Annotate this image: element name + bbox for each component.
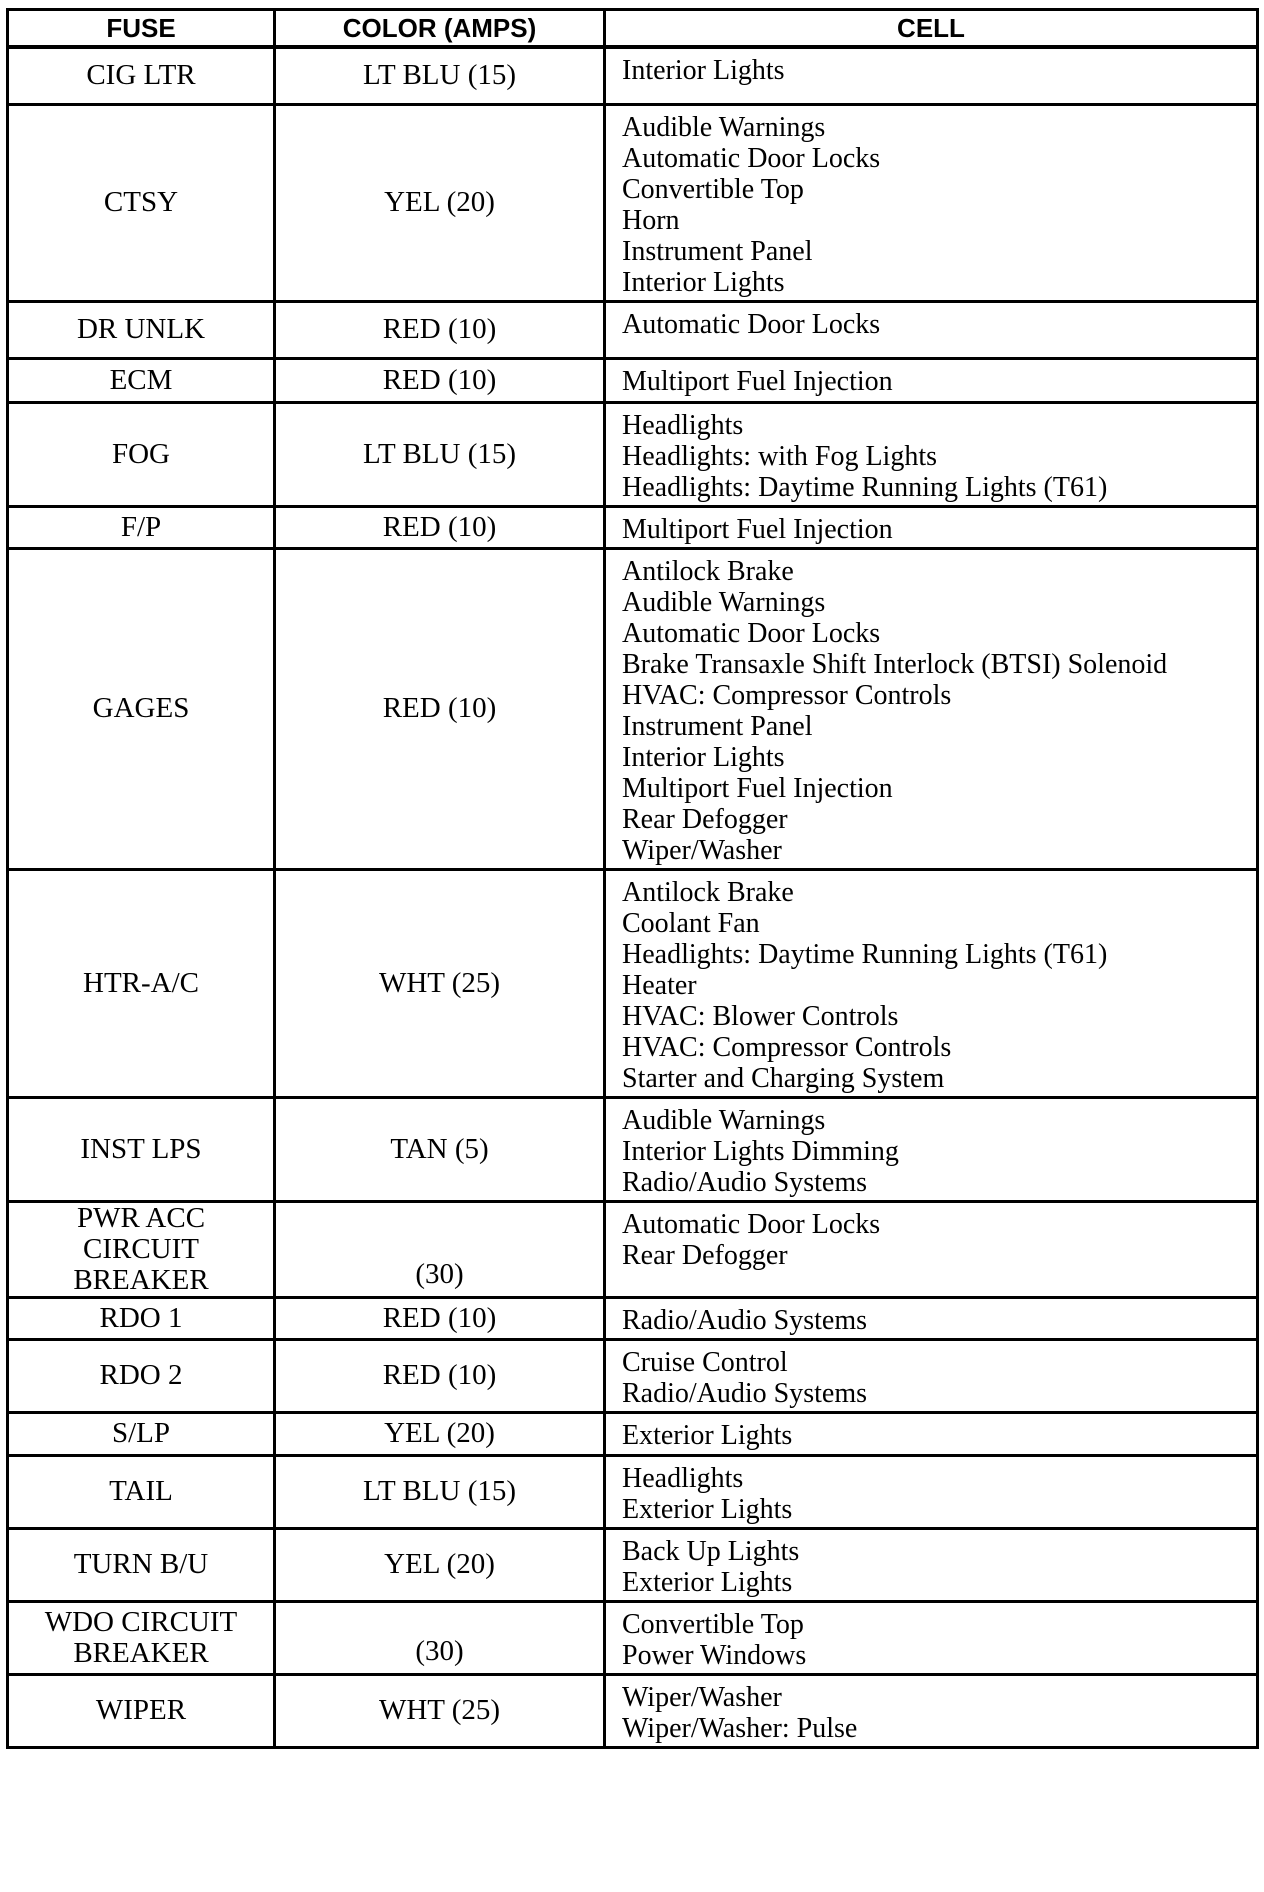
- color-amps-cell: WHT (25): [275, 1674, 605, 1747]
- circuit-item: Headlights: [622, 1462, 744, 1494]
- fuse-name-line: TURN B/U: [73, 1548, 209, 1580]
- circuit-item: Power Windows: [622, 1639, 807, 1671]
- circuit-item: Exterior Lights: [622, 1493, 793, 1525]
- circuit-item: Audible Warnings: [622, 586, 826, 618]
- fuse-name-line: CIRCUIT: [83, 1232, 199, 1265]
- table-row: [8, 301, 1258, 358]
- circuit-item: Rear Defogger: [622, 803, 788, 835]
- table-row: [8, 1455, 1258, 1528]
- fuse-name-cell: [8, 402, 275, 506]
- circuit-item: Instrument Panel: [622, 710, 813, 742]
- circuit-list-cell: [605, 1097, 1258, 1201]
- circuit-item: Automatic Door Locks: [622, 1208, 881, 1240]
- circuit-item: HVAC: Compressor Controls: [622, 1031, 952, 1063]
- color-amps-cell: RED (10): [275, 1339, 605, 1412]
- color-amps-cell: LT BLU (15): [275, 1455, 605, 1528]
- table-row: [8, 506, 1258, 548]
- circuit-item: Headlights: with Fog Lights: [622, 440, 937, 472]
- fuse-name-line: WIPER: [95, 1694, 187, 1726]
- fuse-name-cell: [8, 548, 275, 869]
- circuit-item: Brake Transaxle Shift Interlock (BTSI) Solenoid: [622, 648, 1168, 680]
- circuit-item: Interior Lights: [622, 55, 785, 86]
- color-amps-cell: RED (10): [275, 301, 605, 358]
- circuit-list-cell: [605, 358, 1258, 402]
- table-row: [8, 869, 1258, 1097]
- fuse-name-line: RDO 2: [99, 1359, 183, 1391]
- circuit-item: Interior Lights: [622, 741, 785, 773]
- color-amps-cell: YEL (20): [275, 1528, 605, 1601]
- color-amps-cell: LT BLU (15): [275, 402, 605, 506]
- circuit-item: Coolant Fan: [622, 907, 760, 939]
- circuit-item: Radio/Audio Systems: [622, 1166, 868, 1198]
- fuse-name-cell: [8, 358, 275, 402]
- circuit-item: Starter and Charging System: [622, 1062, 945, 1094]
- fuse-name-cell: [8, 104, 275, 301]
- table-row: [8, 1601, 1258, 1674]
- header-row: [8, 10, 1258, 48]
- circuit-item: Headlights: [622, 409, 744, 441]
- circuit-item: Wiper/Washer: [622, 1681, 782, 1713]
- fuse-name-line: S/LP: [111, 1417, 171, 1449]
- circuit-list-cell: [605, 104, 1258, 301]
- circuit-item: Automatic Door Locks: [622, 308, 881, 340]
- circuit-item: Automatic Door Locks: [622, 142, 881, 174]
- circuit-item: Cruise Control: [622, 1346, 788, 1378]
- circuit-list-cell: [605, 506, 1258, 548]
- fuse-name-cell: [8, 869, 275, 1097]
- color-amps-cell: RED (10): [275, 548, 605, 869]
- fuse-name-line: GAGES: [92, 692, 190, 724]
- circuit-list-cell: [605, 402, 1258, 506]
- circuit-list-cell: [605, 548, 1258, 869]
- fuse-table: [6, 8, 1259, 1749]
- circuit-list-cell: [605, 1339, 1258, 1412]
- fuse-name-cell: [8, 506, 275, 548]
- table-body: [8, 47, 1258, 1747]
- table-row: [8, 1674, 1258, 1747]
- circuit-item: Interior Lights: [622, 266, 785, 298]
- circuit-item: Radio/Audio Systems: [622, 1304, 868, 1336]
- color-amps-cell: RED (10): [275, 358, 605, 402]
- circuit-list-cell: [605, 1455, 1258, 1528]
- fuse-name-cell: [8, 1455, 275, 1528]
- fuse-name-cell: [8, 1601, 275, 1674]
- circuit-item: Instrument Panel: [622, 235, 813, 267]
- color-amps-cell: YEL (20): [275, 104, 605, 301]
- circuit-list-cell: [605, 869, 1258, 1097]
- fuse-name-cell: [8, 1674, 275, 1747]
- fuse-name-line: BREAKER: [73, 1636, 209, 1669]
- fuse-name-cell: [8, 1412, 275, 1455]
- table-row: [8, 402, 1258, 506]
- fuse-column-header: FUSE: [8, 10, 275, 48]
- circuit-item: HVAC: Blower Controls: [622, 1000, 899, 1032]
- circuit-item: Convertible Top: [622, 173, 804, 205]
- circuit-list-cell: [605, 1297, 1258, 1339]
- fuse-name-line: TAIL: [109, 1475, 173, 1507]
- circuit-item: Audible Warnings: [622, 1104, 826, 1136]
- circuit-item: Heater: [622, 969, 697, 1001]
- circuit-item: Multiport Fuel Injection: [622, 365, 893, 397]
- fuse-name-cell: [8, 1297, 275, 1339]
- circuit-item: HVAC: Compressor Controls: [622, 679, 952, 711]
- fuse-name-line: RDO 1: [99, 1301, 183, 1334]
- circuit-item: Wiper/Washer: Pulse: [622, 1712, 858, 1744]
- fuse-name-line: WDO CIRCUIT: [44, 1605, 238, 1638]
- circuit-list-cell: [605, 1412, 1258, 1455]
- circuit-item: Antilock Brake: [622, 876, 794, 908]
- color-amps-cell: LT BLU (15): [275, 47, 605, 104]
- fuse-name-line: PWR ACC: [76, 1201, 206, 1234]
- fuse-name-line: ECM: [109, 363, 173, 396]
- circuit-item: Horn: [622, 204, 680, 236]
- fuse-name-line: DR UNLK: [76, 313, 206, 345]
- circuit-item: Multiport Fuel Injection: [622, 772, 893, 804]
- fuse-name-cell: [8, 47, 275, 104]
- circuit-item: Exterior Lights: [622, 1566, 793, 1598]
- circuit-item: Convertible Top: [622, 1608, 804, 1640]
- table-row: [8, 1297, 1258, 1339]
- circuit-item: Wiper/Washer: [622, 834, 782, 866]
- circuit-item: Radio/Audio Systems: [622, 1377, 868, 1409]
- fuse-name-cell: [8, 1201, 275, 1297]
- table-row: [8, 358, 1258, 402]
- color-amps-cell: TAN (5): [275, 1097, 605, 1201]
- fuse-name-line: CTSY: [103, 186, 179, 218]
- circuit-list-cell: [605, 1601, 1258, 1674]
- color-amps-cell: (30): [275, 1201, 605, 1297]
- fuse-name-cell: [8, 1097, 275, 1201]
- fuse-name-line: FOG: [111, 437, 170, 470]
- table-row: [8, 1097, 1258, 1201]
- fuse-name-line: INST LPS: [80, 1132, 202, 1165]
- circuit-item: Back Up Lights: [622, 1535, 800, 1567]
- circuit-list-cell: [605, 301, 1258, 358]
- fuse-name-line: HTR-A/C: [83, 966, 199, 999]
- fuse-name-cell: [8, 1339, 275, 1412]
- table-row: [8, 104, 1258, 301]
- color-amps-column-header: COLOR (AMPS): [275, 10, 605, 48]
- circuit-item: Exterior Lights: [622, 1419, 793, 1451]
- table-row: [8, 1528, 1258, 1601]
- fuse-name-cell: [8, 1528, 275, 1601]
- circuit-item: Headlights: Daytime Running Lights (T61): [622, 471, 1108, 503]
- color-amps-cell: (30): [275, 1601, 605, 1674]
- table-row: [8, 548, 1258, 869]
- circuit-item: Antilock Brake: [622, 555, 794, 587]
- circuit-list-cell: [605, 1201, 1258, 1297]
- color-amps-cell: RED (10): [275, 506, 605, 548]
- circuit-list-cell: [605, 1674, 1258, 1747]
- circuit-item: Rear Defogger: [622, 1239, 788, 1271]
- circuit-item: Headlights: Daytime Running Lights (T61): [622, 938, 1108, 970]
- fuse-name-cell: [8, 301, 275, 358]
- circuit-item: Automatic Door Locks: [622, 617, 881, 649]
- cell-column-header: CELL: [605, 10, 1258, 48]
- fuse-name-line: BREAKER: [73, 1263, 209, 1296]
- table-row: [8, 1339, 1258, 1412]
- fuse-name-line: CIG LTR: [86, 59, 196, 92]
- table-row: [8, 47, 1258, 104]
- table-row: [8, 1201, 1258, 1297]
- color-amps-cell: YEL (20): [275, 1412, 605, 1455]
- circuit-list-cell: [605, 1528, 1258, 1601]
- circuit-item: Interior Lights Dimming: [622, 1135, 899, 1167]
- fuse-name-line: F/P: [120, 510, 162, 543]
- circuit-item: Audible Warnings: [622, 111, 826, 143]
- color-amps-cell: WHT (25): [275, 869, 605, 1097]
- circuit-item: Multiport Fuel Injection: [622, 513, 893, 545]
- color-amps-cell: RED (10): [275, 1297, 605, 1339]
- table-header: [8, 10, 1258, 48]
- circuit-list-cell: [605, 47, 1258, 104]
- table-row: [8, 1412, 1258, 1455]
